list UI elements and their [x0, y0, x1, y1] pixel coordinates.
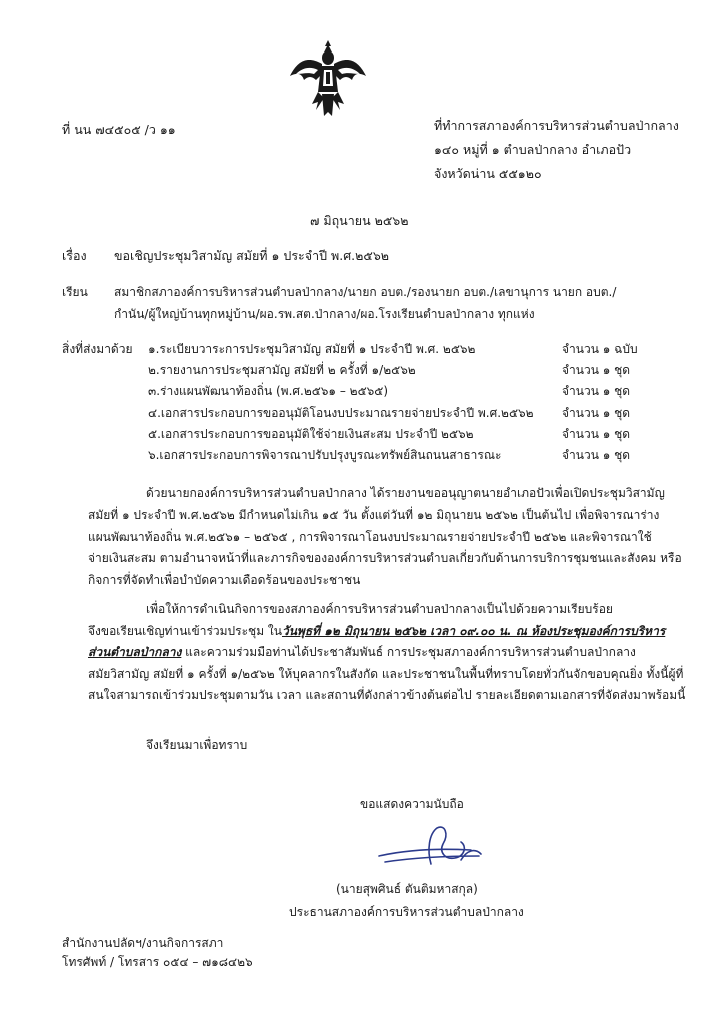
address-line-3: จังหวัดน่าน ๕๕๑๒๐ — [434, 166, 542, 181]
signer-name: (นายสุพศินธ์ ตันติมหาสกุล) — [336, 882, 478, 896]
attachment-qty-5: จำนวน ๑ ชุด — [562, 427, 631, 441]
attachment-item-4: ๔.เอกสารประกอบการขออนุมัติโอนงบประมาณรายจ่ายประจำปี พ.ศ.๒๕๖๒ — [148, 406, 534, 420]
recipient-line-2: กำนัน/ผู้ใหญ่บ้านทุกหมู่บ้าน/ผอ.รพ.สต.ป่ากลาง/ผอ.โรงเรียนตำบลป่ากลาง ทุกแห่ง — [114, 307, 535, 321]
paragraph-2-line — [88, 642, 688, 664]
attachment-item-1: ๑.ระเบียบวาระการประชุมวิสามัญ สมัยที่ ๑ ประจำปี พ.ศ. ๒๕๖๒ — [148, 342, 476, 356]
attachments-label: สิ่งที่ส่งมาด้วย — [62, 342, 133, 356]
attachment-qty-3: จำนวน ๑ ชุด — [562, 384, 631, 398]
paragraph-2-line: เพื่อให้การดำเนินกิจการของสภาองค์การบริหารส่วนตำบลป่ากลางเป็นไปด้วยความเรียบร้อย — [146, 602, 613, 616]
body-paragraph-1 — [88, 483, 688, 505]
subject-label: เรื่อง — [62, 248, 87, 263]
paragraph-2-line: สนใจสามารถเข้าร่วมประชุมตามวัน เวลา และสถานที่ดังกล่าวข้างต้นต่อไป รายละเอียดตามเอกสารที่จัดส่งมาพร้อมนี้ — [88, 688, 686, 702]
closing-line: จึงเรียนมาเพื่อทราบ — [146, 738, 248, 752]
garuda-emblem-icon — [288, 36, 368, 120]
body-paragraph-2 — [88, 599, 688, 707]
paragraph-1-line: ด้วยนายกองค์การบริหารส่วนตำบลป่ากลาง ได้รายงานขออนุญาตนายอำเภอปัวเพื่อเปิดประชุมวิสามัญ — [146, 486, 665, 500]
document-date: ๗ มิถุนายน ๒๕๖๒ — [310, 213, 409, 228]
regards-text: ขอแสดงความนับถือ — [360, 797, 464, 811]
paragraph-1-line: สมัยที่ ๑ ประจำปี พ.ศ.๒๕๖๒ มีกำหนดไม่เกิน ๑๕ วัน ตั้งแต่วันที่ ๑๒ มิถุนายน ๒๕๖๒ เป็นต้นไป เพื่อพิจารณาร่าง — [88, 508, 660, 522]
attachment-qty-1: จำนวน ๑ ฉบับ — [562, 342, 638, 356]
attachment-item-2: ๒.รายงานการประชุมสามัญ สมัยที่ ๒ ครั้งที่ ๑/๒๕๖๒ — [148, 363, 416, 377]
address-line-2: ๑๔๐ หมู่ที่ ๑ ตำบลป่ากลาง อำเภอปัว — [434, 142, 632, 157]
footer-phone: โทรศัพท์ / โทรสาร ๐๕๔ – ๗๑๘๔๒๖ — [62, 955, 253, 969]
cooperation-text: และความร่วมมือท่านได้ประชาสัมพันธ์ การประชุมสภาองค์การบริหารส่วนตำบลป่ากลาง — [181, 645, 636, 659]
invitation-text: จึงขอเรียนเชิญท่านเข้าร่วมประชุม ใน — [88, 623, 282, 638]
attachment-item-5: ๕.เอกสารประกอบการขออนุมัติใช้จ่ายเงินสะสม ประจำปี ๒๕๖๒ — [148, 427, 474, 441]
paragraph-2-line — [88, 621, 688, 643]
attachment-qty-4: จำนวน ๑ ชุด — [562, 406, 631, 420]
paragraph-1-line: แผนพัฒนาท้องถิ่น พ.ศ.๒๕๖๑ – ๒๕๖๕ , การพิจารณาโอนงบประมาณรายจ่ายประจำปี ๒๕๖๒ และพิจารณาใช้ — [88, 529, 652, 544]
recipient-label: เรียน — [62, 285, 88, 299]
footer-office: สำนักงานปลัดฯ/งานกิจการสภา — [62, 936, 224, 950]
paragraph-1-line: จ่ายเงินสะสม ตามอำนาจหน้าที่และภารกิจขององค์การบริหารส่วนตำบลเกี่ยวกับด้านการบริการชุมชนและสังคม หรือ — [88, 551, 682, 565]
paragraph-2-line: สมัยวิสามัญ สมัยที่ ๑ ครั้งที่ ๑/๒๕๖๒ ให้บุคลากรในสังกัด และประชาชนในพื้นที่ทราบโดยทั่วกันจักขอบคุณยิ่ง ทั้งนี้ผู้ที่ — [88, 666, 684, 681]
signer-position: ประธานสภาองค์การบริหารส่วนตำบลป่ากลาง — [289, 905, 524, 919]
reference-number: ที่ นน ๗๔๕๐๕ /ว ๑๑ — [62, 122, 176, 137]
address-line-1: ที่ทำการสภาองค์การบริหารส่วนตำบลป่ากลาง — [434, 118, 679, 133]
attachment-qty-2: จำนวน ๑ ชุด — [562, 363, 631, 377]
subject-text: ขอเชิญประชุมวิสามัญ สมัยที่ ๑ ประจำปี พ.ศ.๒๕๖๒ — [114, 248, 389, 263]
paragraph-1-line: กิจการที่จัดทำเพื่อบำบัดความเดือดร้อนของประชาชน — [88, 572, 361, 587]
signature-image — [375, 820, 495, 870]
attachment-item-3: ๓.ร่างแผนพัฒนาท้องถิ่น (พ.ศ.๒๕๖๑ – ๒๕๖๕) — [148, 384, 389, 398]
meeting-place-cont: ส่วนตำบลป่ากลาง — [88, 645, 182, 659]
attachment-item-6: ๖.เอกสารประกอบการพิจารณาปรับปรุงบูรณะทรัพย์สินถนนสาธารณะ — [148, 448, 502, 462]
attachment-qty-6: จำนวน ๑ ชุด — [562, 448, 631, 462]
body-paragraph-1-cont — [88, 505, 688, 591]
recipient-line-1: สมาชิกสภาองค์การบริหารส่วนตำบลป่ากลาง/นายก อบต./รองนายก อบต./เลขานุการ นายก อบต./ — [114, 285, 617, 299]
meeting-datetime-place: วันพุธที่ ๑๒ มิถุนายน ๒๕๖๒ เวลา ๐๙.๐๐ น. ณ ห้องประชุมองค์การบริหาร — [281, 623, 666, 638]
